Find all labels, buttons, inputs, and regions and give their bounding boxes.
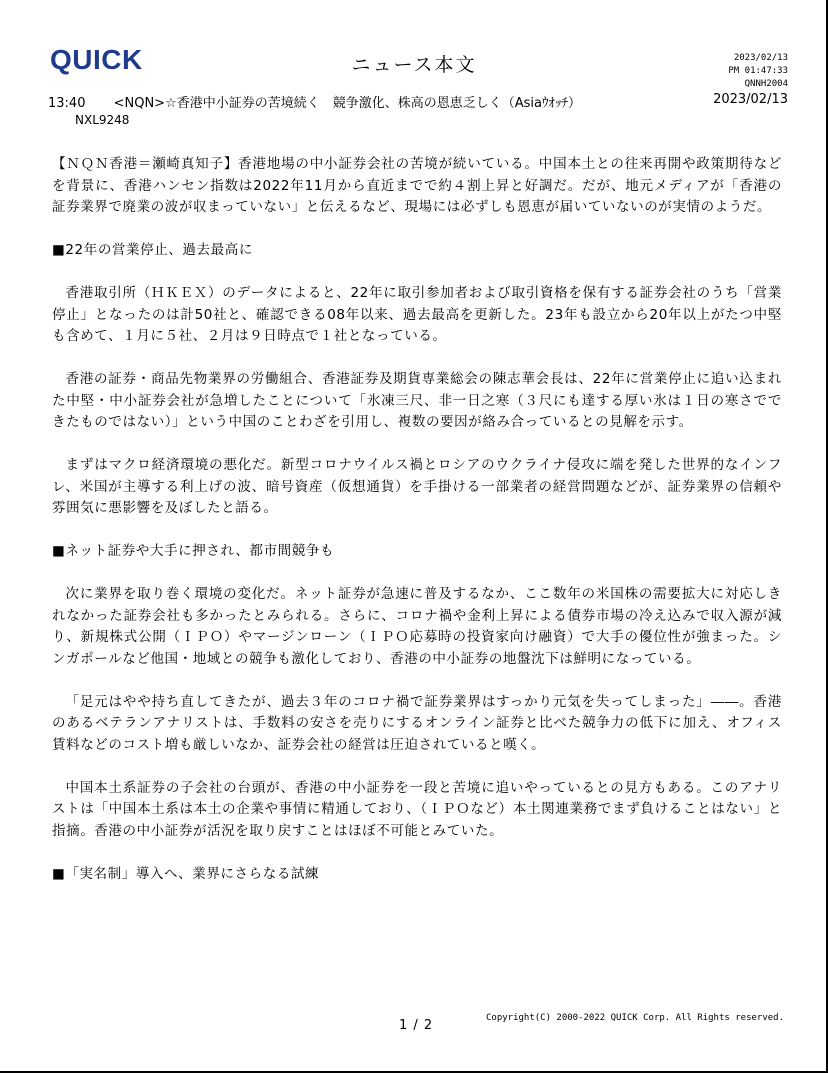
section-heading: ■22年の営業停止、過去最高に [52, 242, 253, 258]
paragraph: 次に業界を取り巻く環境の変化だ。ネット証券が急速に普及するなか、ここ数年の米国株の需要拡大に対応しきれなかった証券会社も多かったとみられる。さらに、コロナ禍や金利上昇による債券市場の冷え込みで収入源が減り、新規株式公開（ＩＰＯ）やマージンローン（ＩＰＯ応募時の投資家向け融資）で大手の優位性が強まった。シンガポールなど他国・地域との競争も激化しており、香港の中小証券の地盤沈下は鮮明になっている。 [52, 586, 782, 667]
print-meta [728, 52, 788, 91]
paragraph: 香港取引所（ＨＫＥＸ）のデータによると、22年に取引参加者および取引資格を保有する証券会社のうち「営業停止」となったのは計50社と、確認できる08年以来、過去最高を更新した。23年も設立から20年以上がたつ中堅も含めて、１月に５社、２月は９日時点で１社となっている。 [52, 285, 782, 344]
paragraph: 中国本土系証券の子会社の台頭が、香港の中小証券を一段と苦境に追いやっているとの見方もある。このアナリストは「中国本土系は本土の企業や事情に精通しており、（ＩＰＯなど）本土関連業務でまず負けることはない」と指摘。香港の中小証券が活況を取り戻すことはほぼ不可能とみていた。 [52, 779, 782, 839]
section-heading: ■「実名制」導入へ、業界にさらなる試練 [52, 865, 320, 882]
article-body [52, 154, 782, 907]
paragraph: 「足元はやや持ち直してきたが、過去３年のコロナ禍で証券業界はすっかり元気を失ってしまった」――。香港のあるベテランアナリストは、手数料の安さを売りにするオンライン証券と比べた競争力の低下に加え、オフィス賃料などのコスト増も厳しいなか、証券会社の経営は圧迫されていると嘆く。 [52, 693, 782, 753]
quick-logo: QUICK [50, 44, 143, 75]
print-time: PM 01:47:33 [728, 66, 788, 76]
article-code: NXL9248 [75, 113, 130, 127]
headline-text: <NQN>☆香港中小証券の苦境続く 競争激化、株高の恩恵乏しく（Asiaｳｵｯﾁ） [113, 96, 581, 111]
copyright-notice: Copyright(C) 2000-2022 QUICK Corp. All Rights reserved. [485, 1013, 784, 1023]
news-headline-row [48, 92, 788, 111]
document-id: QNNH2004 [744, 79, 788, 89]
print-date: 2023/02/13 [733, 53, 788, 63]
paragraph: まずはマクロ経済環境の悪化だ。新型コロナウイルス禍とロシアのウクライナ侵攻に端を発した世界的なインフレ、米国が主導する利上げの波、暗号資産（仮想通貨）を手掛ける一部業者の経営問題などが、証券業界の信頼や雰囲気に悪影響を及ぼしたと語る。 [52, 457, 782, 516]
page-number: 1 / 2 [399, 1018, 434, 1033]
headline-time: 13:40 [48, 96, 86, 111]
headline-date: 2023/02/13 [713, 92, 788, 107]
paragraph: 【ＮＱＮ香港＝瀬崎真知子】香港地場の中小証券会社の苦境が続いている。中国本土との往来再開や政策期待などを背景に、香港ハンセン指数は2022年11月から直近までで約４割上昇と好調だ。だが、地元メディアが「香港の証券業界で廃業の波が収まっていない」と伝えるなど、現場には必ずしも恩恵が届いていないのが実情のようだ。 [52, 156, 782, 215]
paragraph: 香港の証券・商品先物業界の労働組合、香港証券及期貨専業総会の陳志華会長は、22年に営業停止に追い込まれた中堅・中小証券会社が急増したことについて「氷凍三尺、非一日之寒（３尺にも達する厚い氷は１日の寒さでできたものではない）」という中国のことわざを引用し、複数の要因が絡み合っているとの見解を示す。 [52, 371, 782, 430]
page-title: ニュース本文 [351, 54, 477, 76]
section-heading: ■ネット証券や大手に押され、都市間競争も [52, 543, 335, 559]
